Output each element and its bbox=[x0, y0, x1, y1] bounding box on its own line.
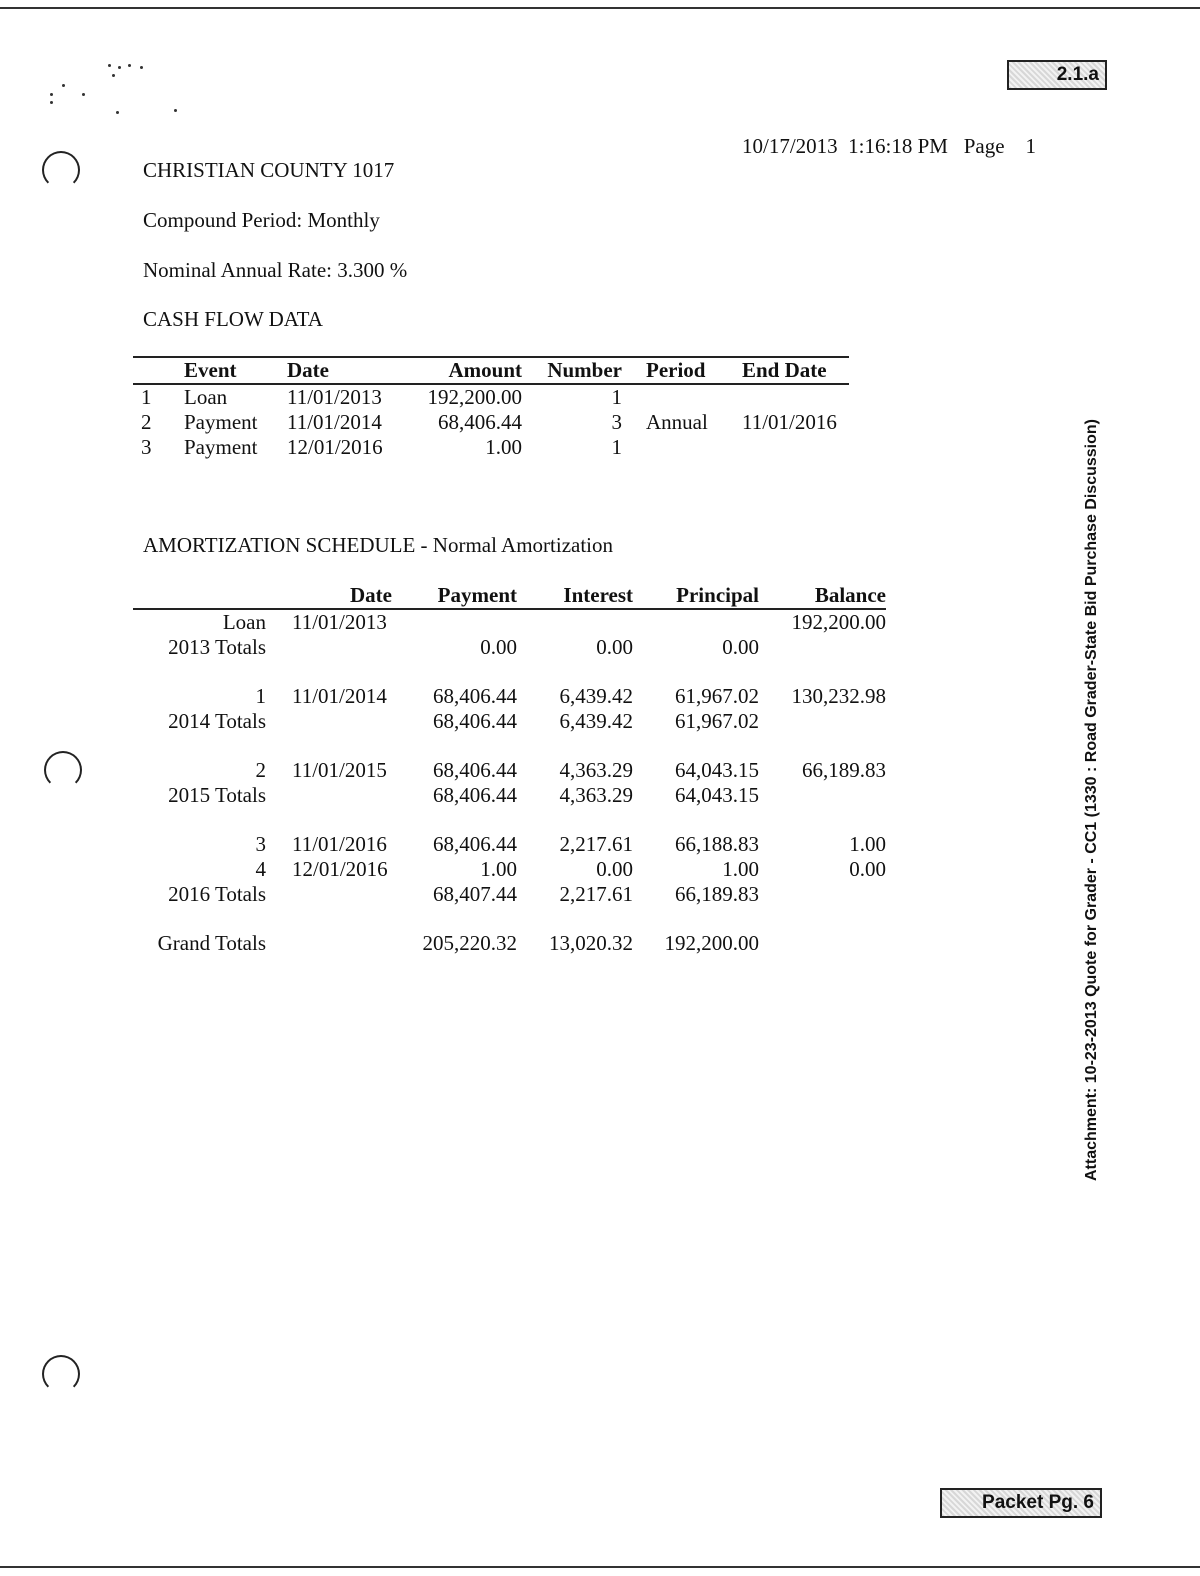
column-header: Balance bbox=[814, 583, 886, 607]
page-label: Page bbox=[963, 134, 1005, 158]
page-number: 1 bbox=[1025, 134, 1037, 158]
principal-cell: 66,188.83 bbox=[675, 832, 759, 856]
date-cell bbox=[266, 931, 392, 956]
interest-cell bbox=[517, 808, 633, 832]
balance-cell bbox=[759, 907, 886, 931]
amortization-table bbox=[133, 583, 886, 956]
interest-cell: 4,363.29 bbox=[559, 783, 633, 807]
row-index: 1 bbox=[141, 385, 152, 409]
principal-cell: 64,043.15 bbox=[675, 758, 759, 782]
number-cell: 1 bbox=[611, 385, 622, 409]
balance-cell bbox=[759, 931, 886, 956]
column-header: Date bbox=[350, 583, 392, 607]
interest-cell: 0.00 bbox=[596, 635, 633, 659]
scan-speck bbox=[50, 101, 53, 104]
column-header: Interest bbox=[563, 583, 633, 607]
table-row bbox=[133, 384, 849, 410]
column-header: Number bbox=[547, 358, 622, 382]
payment-cell: 205,220.32 bbox=[422, 931, 517, 955]
interest-cell bbox=[517, 660, 633, 684]
scan-speck bbox=[108, 64, 111, 67]
date-cell bbox=[266, 709, 392, 734]
spacer-row bbox=[133, 907, 886, 931]
scan-speck bbox=[62, 84, 65, 87]
column-header: Amount bbox=[448, 358, 522, 382]
date-cell: 11/01/2014 bbox=[287, 410, 382, 434]
scan-speck bbox=[50, 93, 53, 96]
scan-speck bbox=[82, 93, 85, 96]
event-cell: Payment bbox=[184, 410, 258, 434]
date-cell: 12/01/2016 bbox=[292, 857, 388, 881]
amount-cell: 68,406.44 bbox=[438, 410, 522, 434]
payment-cell: 1.00 bbox=[480, 857, 517, 881]
payment-cell: 68,406.44 bbox=[433, 783, 517, 807]
column-header: End Date bbox=[742, 358, 827, 382]
period-label-cell: 1 bbox=[255, 684, 266, 708]
principal-cell bbox=[633, 660, 759, 684]
compound-period: Compound Period: Monthly bbox=[143, 208, 380, 232]
end-date-cell bbox=[742, 384, 849, 410]
period-label-cell: Grand Totals bbox=[157, 931, 266, 955]
date-cell bbox=[266, 734, 392, 758]
table-row bbox=[133, 684, 886, 709]
principal-cell bbox=[633, 907, 759, 931]
balance-cell bbox=[759, 635, 886, 660]
payment-cell bbox=[392, 907, 517, 931]
payment-cell: 68,406.44 bbox=[433, 758, 517, 782]
end-date-cell: 11/01/2016 bbox=[742, 410, 837, 434]
principal-cell: 66,189.83 bbox=[675, 882, 759, 906]
amortization-header-row bbox=[133, 583, 886, 609]
table-row bbox=[133, 783, 886, 808]
event-cell: Loan bbox=[184, 385, 228, 409]
spacer-row bbox=[133, 660, 886, 684]
period-label-cell: 2013 Totals bbox=[168, 635, 266, 659]
row-index: 2 bbox=[141, 410, 152, 434]
column-header: Event bbox=[184, 358, 237, 382]
balance-cell: 1.00 bbox=[849, 832, 886, 856]
report-timestamp bbox=[742, 134, 1036, 159]
document-reference-badge: 2.1.a bbox=[1007, 60, 1107, 90]
interest-cell bbox=[517, 734, 633, 758]
period-label-cell: 2015 Totals bbox=[168, 783, 266, 807]
balance-cell bbox=[759, 882, 886, 907]
principal-cell bbox=[633, 609, 759, 635]
event-cell: Payment bbox=[184, 435, 258, 459]
balance-cell: 130,232.98 bbox=[791, 684, 886, 708]
date-cell bbox=[266, 783, 392, 808]
interest-cell: 4,363.29 bbox=[559, 758, 633, 782]
period-label-cell bbox=[133, 734, 266, 758]
cash-flow-header-row bbox=[133, 357, 849, 384]
report-title: CHRISTIAN COUNTY 1017 bbox=[143, 158, 395, 182]
cash-flow-heading: CASH FLOW DATA bbox=[143, 307, 323, 331]
table-row bbox=[133, 931, 886, 956]
payment-cell: 68,406.44 bbox=[433, 832, 517, 856]
scan-speck bbox=[112, 74, 115, 77]
table-row bbox=[133, 832, 886, 857]
scan-speck bbox=[140, 66, 143, 69]
column-header: Date bbox=[287, 358, 329, 382]
period-label-cell: 2 bbox=[255, 758, 266, 782]
column-header: Payment bbox=[437, 583, 517, 607]
balance-cell: 0.00 bbox=[849, 857, 886, 881]
period-label-cell: 2016 Totals bbox=[168, 882, 266, 906]
number-cell: 3 bbox=[611, 410, 622, 434]
date-cell: 11/01/2013 bbox=[292, 610, 387, 634]
amount-cell: 192,200.00 bbox=[427, 385, 522, 409]
payment-cell: 68,406.44 bbox=[433, 709, 517, 733]
period-label-cell bbox=[133, 660, 266, 684]
balance-cell bbox=[759, 709, 886, 734]
spacer-row bbox=[133, 734, 886, 758]
column-header bbox=[133, 357, 184, 384]
interest-cell: 6,439.42 bbox=[559, 709, 633, 733]
table-row bbox=[133, 410, 849, 435]
payment-cell bbox=[392, 734, 517, 758]
amortization-rows bbox=[133, 609, 886, 956]
date-cell bbox=[266, 635, 392, 660]
scan-speck bbox=[118, 66, 121, 69]
table-row bbox=[133, 609, 886, 635]
table-row bbox=[133, 709, 886, 734]
principal-cell bbox=[633, 734, 759, 758]
period-cell bbox=[622, 435, 742, 460]
balance-cell bbox=[759, 734, 886, 758]
period-label-cell: Loan bbox=[222, 610, 266, 634]
period-cell bbox=[622, 384, 742, 410]
table-row bbox=[133, 857, 886, 882]
nominal-annual-rate: Nominal Annual Rate: 3.300 % bbox=[143, 258, 408, 282]
table-row bbox=[133, 435, 849, 460]
interest-cell bbox=[517, 609, 633, 635]
punch-hole bbox=[42, 1355, 80, 1393]
number-cell: 1 bbox=[611, 435, 622, 459]
scan-speck bbox=[128, 64, 131, 67]
scan-speck bbox=[116, 111, 119, 114]
interest-cell bbox=[517, 907, 633, 931]
principal-cell: 1.00 bbox=[722, 857, 759, 881]
balance-cell bbox=[759, 660, 886, 684]
payment-cell bbox=[392, 609, 517, 635]
spacer-row bbox=[133, 808, 886, 832]
date-cell: 11/01/2013 bbox=[287, 385, 382, 409]
interest-cell: 2,217.61 bbox=[559, 882, 633, 906]
principal-cell: 192,200.00 bbox=[664, 931, 759, 955]
period-label-cell: 3 bbox=[255, 832, 266, 856]
column-header: Principal bbox=[676, 583, 759, 607]
principal-cell: 61,967.02 bbox=[675, 709, 759, 733]
punch-hole bbox=[44, 751, 82, 789]
principal-cell: 64,043.15 bbox=[675, 783, 759, 807]
date-cell bbox=[266, 808, 392, 832]
table-row bbox=[133, 635, 886, 660]
payment-cell: 68,407.44 bbox=[433, 882, 517, 906]
bottom-border-line bbox=[0, 1566, 1200, 1568]
date-cell: 12/01/2016 bbox=[287, 435, 383, 459]
balance-cell bbox=[759, 783, 886, 808]
date-cell: 11/01/2016 bbox=[292, 832, 387, 856]
end-date-cell bbox=[742, 435, 849, 460]
column-header bbox=[133, 583, 266, 609]
payment-cell bbox=[392, 808, 517, 832]
principal-cell: 61,967.02 bbox=[675, 684, 759, 708]
table-row bbox=[133, 758, 886, 783]
scan-speck bbox=[174, 109, 177, 112]
period-label-cell: 4 bbox=[255, 857, 266, 881]
date-cell bbox=[266, 907, 392, 931]
balance-cell: 66,189.83 bbox=[802, 758, 886, 782]
interest-cell: 13,020.32 bbox=[549, 931, 633, 955]
column-header: Period bbox=[646, 358, 706, 382]
amount-cell: 1.00 bbox=[485, 435, 522, 459]
top-border-line bbox=[0, 7, 1200, 9]
cash-flow-table bbox=[133, 356, 849, 460]
interest-cell: 0.00 bbox=[596, 857, 633, 881]
timestamp-value: 10/17/2013 1:16:18 PM bbox=[742, 134, 948, 158]
payment-cell: 0.00 bbox=[480, 635, 517, 659]
attachment-note: Attachment: 10-23-2013 Quote for Grader - CC1 (1330 : Road Grader-State Bid Purchase Discussion) bbox=[1083, 419, 1100, 1181]
date-cell bbox=[266, 660, 392, 684]
date-cell bbox=[266, 882, 392, 907]
payment-cell: 68,406.44 bbox=[433, 684, 517, 708]
balance-cell bbox=[759, 808, 886, 832]
table-row bbox=[133, 882, 886, 907]
balance-cell: 192,200.00 bbox=[791, 610, 886, 634]
row-index: 3 bbox=[141, 435, 152, 459]
principal-cell: 0.00 bbox=[722, 635, 759, 659]
interest-cell: 2,217.61 bbox=[559, 832, 633, 856]
date-cell: 11/01/2014 bbox=[292, 684, 387, 708]
amortization-heading: AMORTIZATION SCHEDULE - Normal Amortization bbox=[143, 533, 614, 557]
period-cell: Annual bbox=[646, 410, 708, 434]
packet-page-badge: Packet Pg. 6 bbox=[940, 1488, 1102, 1518]
date-cell: 11/01/2015 bbox=[292, 758, 387, 782]
punch-hole bbox=[42, 151, 80, 189]
period-label-cell bbox=[133, 808, 266, 832]
principal-cell bbox=[633, 808, 759, 832]
payment-cell bbox=[392, 660, 517, 684]
interest-cell: 6,439.42 bbox=[559, 684, 633, 708]
period-label-cell: 2014 Totals bbox=[168, 709, 266, 733]
period-label-cell bbox=[133, 907, 266, 931]
